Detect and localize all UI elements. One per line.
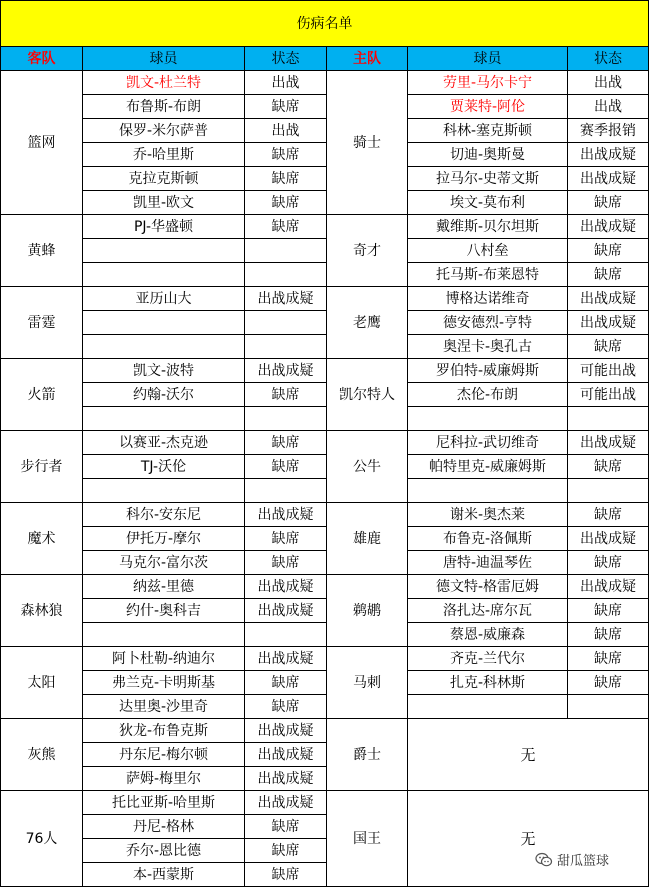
away-player-name: 纳兹-里德: [83, 575, 245, 599]
game-row: [1, 359, 649, 383]
home-player-name: 谢米-奥杰莱: [408, 503, 568, 527]
home-player-name: 切迪-奥斯曼: [408, 143, 568, 167]
away-player-status: 出战成疑: [245, 791, 327, 815]
home-player-name: 博格达诺维奇: [408, 287, 568, 311]
home-player-status: 可能出战: [568, 359, 649, 383]
away-team-name: 魔术: [1, 503, 83, 575]
game-row: [1, 407, 649, 431]
away-player-name: 凯文-波特: [83, 359, 245, 383]
away-player-status: 出战成疑: [245, 647, 327, 671]
home-player-status: 缺席: [568, 599, 649, 623]
home-player-status: [568, 407, 649, 431]
home-status-header: 状态: [568, 47, 649, 71]
away-team-name: 雷霆: [1, 287, 83, 359]
home-player-status: 赛季报销: [568, 119, 649, 143]
home-player-status: 出战: [568, 71, 649, 95]
away-player-status: 出战成疑: [245, 575, 327, 599]
away-player-name: 阿卜杜勒-纳迪尔: [83, 647, 245, 671]
away-player-status: [245, 263, 327, 287]
away-player-name: [83, 239, 245, 263]
away-player-name: 凯文-杜兰特: [83, 71, 245, 95]
away-player-status: 出战成疑: [245, 599, 327, 623]
home-player-name: [408, 479, 568, 503]
away-player-status: 缺席: [245, 95, 327, 119]
home-player-status: 缺席: [568, 671, 649, 695]
away-player-name: [83, 407, 245, 431]
away-player-name: 丹尼-格林: [83, 815, 245, 839]
home-player-status: 缺席: [568, 455, 649, 479]
away-player-name: 乔尔-恩比德: [83, 839, 245, 863]
home-player-name: 蔡恩-威廉森: [408, 623, 568, 647]
game-row: [1, 191, 649, 215]
game-row: [1, 95, 649, 119]
home-player-name: 戴维斯-贝尔坦斯: [408, 215, 568, 239]
home-player-name: 扎克-科林斯: [408, 671, 568, 695]
away-player-status: 出战成疑: [245, 503, 327, 527]
away-player-name: 凯里-欧文: [83, 191, 245, 215]
home-player-status: 出战成疑: [568, 167, 649, 191]
away-player-status: 出战成疑: [245, 767, 327, 791]
away-team-name: 步行者: [1, 431, 83, 503]
home-player-status: 可能出战: [568, 383, 649, 407]
away-player-name: 克拉克斯顿: [83, 167, 245, 191]
away-player-status: 缺席: [245, 383, 327, 407]
home-player-status: 出战成疑: [568, 215, 649, 239]
away-player-status: 缺席: [245, 431, 327, 455]
game-row: [1, 527, 649, 551]
away-player-name: 科尔-安东尼: [83, 503, 245, 527]
away-team-name: 黄蜂: [1, 215, 83, 287]
home-team-name: 老鹰: [327, 287, 408, 359]
game-row: [1, 599, 649, 623]
away-player-status: 出战成疑: [245, 359, 327, 383]
home-player-name: 科林-塞克斯顿: [408, 119, 568, 143]
away-player-name: 以赛亚-杰克逊: [83, 431, 245, 455]
away-player-name: [83, 311, 245, 335]
away-player-status: 缺席: [245, 551, 327, 575]
home-player-status: 缺席: [568, 551, 649, 575]
away-player-status: 缺席: [245, 863, 327, 887]
home-player-name: 齐克-兰代尔: [408, 647, 568, 671]
home-player-name: 罗伯特-威廉姆斯: [408, 359, 568, 383]
away-player-status: [245, 623, 327, 647]
wechat-icon: [535, 852, 553, 868]
away-player-name: 保罗-米尔萨普: [83, 119, 245, 143]
away-player-name: 丹东尼-梅尔顿: [83, 743, 245, 767]
away-player-name: PJ-华盛顿: [83, 215, 245, 239]
game-row: [1, 119, 649, 143]
game-row: [1, 239, 649, 263]
home-player-status: 缺席: [568, 647, 649, 671]
home-player-status: 出战成疑: [568, 287, 649, 311]
away-player-name: 本-西蒙斯: [83, 863, 245, 887]
game-row: [1, 287, 649, 311]
game-row: [1, 311, 649, 335]
game-row: [1, 215, 649, 239]
home-player-status: 缺席: [568, 263, 649, 287]
home-player-status: 缺席: [568, 191, 649, 215]
away-player-name: [83, 479, 245, 503]
away-player-status: [245, 311, 327, 335]
home-team-name: 国王: [327, 791, 408, 887]
home-team-name: 公牛: [327, 431, 408, 503]
sheet-title: 伤病名单: [1, 1, 649, 47]
game-row: [1, 143, 649, 167]
away-team-name: 太阳: [1, 647, 83, 719]
home-player-status: 缺席: [568, 503, 649, 527]
away-player-name: 弗兰克-卡明斯基: [83, 671, 245, 695]
away-player-name: 约翰-沃尔: [83, 383, 245, 407]
away-player-status: 出战成疑: [245, 719, 327, 743]
game-row: [1, 575, 649, 599]
away-player-status: 出战: [245, 71, 327, 95]
away-player-name: 萨姆-梅里尔: [83, 767, 245, 791]
away-player-status: 缺席: [245, 815, 327, 839]
home-no-injuries: 无: [408, 791, 649, 887]
away-player-name: 亚历山大: [83, 287, 245, 311]
away-player-name: 乔-哈里斯: [83, 143, 245, 167]
away-team-name: 篮网: [1, 71, 83, 215]
home-player-name: [408, 407, 568, 431]
home-player-status: 缺席: [568, 335, 649, 359]
home-player-status: [568, 479, 649, 503]
away-player-name: TJ-沃伦: [83, 455, 245, 479]
home-player-status: 出战成疑: [568, 527, 649, 551]
home-player-name: 托马斯-布莱恩特: [408, 263, 568, 287]
away-player-status: 缺席: [245, 215, 327, 239]
game-row: [1, 383, 649, 407]
game-row: [1, 431, 649, 455]
home-team-name: 马刺: [327, 647, 408, 719]
away-player-status: [245, 335, 327, 359]
home-team-name: 骑士: [327, 71, 408, 215]
home-player-status: 出战成疑: [568, 575, 649, 599]
home-player-header: 球员: [408, 47, 568, 71]
home-player-name: 八村垒: [408, 239, 568, 263]
game-row: [1, 791, 649, 815]
home-team-name: 奇才: [327, 215, 408, 287]
home-player-status: 缺席: [568, 623, 649, 647]
away-player-header: 球员: [83, 47, 245, 71]
home-player-name: 杰伦-布朗: [408, 383, 568, 407]
away-player-status: 出战成疑: [245, 287, 327, 311]
away-team-header: 客队: [1, 47, 83, 71]
game-row: [1, 503, 649, 527]
away-player-name: 达里奥-沙里奇: [83, 695, 245, 719]
home-player-name: 唐特-迪温琴佐: [408, 551, 568, 575]
away-player-name: 马克尔-富尔茨: [83, 551, 245, 575]
home-player-name: [408, 695, 568, 719]
home-player-name: 拉马尔-史蒂文斯: [408, 167, 568, 191]
home-player-name: 洛扎达-席尔瓦: [408, 599, 568, 623]
home-player-status: 出战成疑: [568, 431, 649, 455]
away-player-status: 缺席: [245, 695, 327, 719]
away-player-status: [245, 407, 327, 431]
home-player-name: 劳里-马尔卡宁: [408, 71, 568, 95]
away-player-status: 缺席: [245, 143, 327, 167]
away-player-status: 出战: [245, 119, 327, 143]
game-row: [1, 671, 649, 695]
away-player-name: 布鲁斯-布朗: [83, 95, 245, 119]
home-player-status: 缺席: [568, 239, 649, 263]
home-team-name: 凯尔特人: [327, 359, 408, 431]
home-player-status: 出战成疑: [568, 311, 649, 335]
away-player-name: [83, 335, 245, 359]
game-row: [1, 623, 649, 647]
home-player-status: [568, 695, 649, 719]
game-row: [1, 263, 649, 287]
away-player-status: 缺席: [245, 527, 327, 551]
home-player-name: 布鲁克-洛佩斯: [408, 527, 568, 551]
home-player-status: 出战成疑: [568, 143, 649, 167]
away-player-name: 伊托万-摩尔: [83, 527, 245, 551]
watermark-text: 甜瓜篮球: [557, 854, 610, 869]
home-player-name: 帕特里克-威廉姆斯: [408, 455, 568, 479]
game-row: [1, 71, 649, 95]
home-team-header: 主队: [327, 47, 408, 71]
away-player-status: [245, 479, 327, 503]
home-player-name: 奥涅卡-奥孔古: [408, 335, 568, 359]
game-row: [1, 455, 649, 479]
game-row: [1, 647, 649, 671]
game-row: [1, 167, 649, 191]
home-player-status: 出战: [568, 95, 649, 119]
away-player-name: 约什-奥科吉: [83, 599, 245, 623]
away-player-name: [83, 623, 245, 647]
home-team-name: 鹈鹕: [327, 575, 408, 647]
game-row: [1, 335, 649, 359]
away-player-status: [245, 239, 327, 263]
away-player-status: 缺席: [245, 191, 327, 215]
home-team-name: 雄鹿: [327, 503, 408, 575]
home-player-name: 德安德烈-亨特: [408, 311, 568, 335]
away-player-status: 缺席: [245, 167, 327, 191]
home-team-name: 爵士: [327, 719, 408, 791]
away-team-name: 76人: [1, 791, 83, 887]
game-row: [1, 479, 649, 503]
home-no-injuries: 无: [408, 719, 649, 791]
away-team-name: 灰熊: [1, 719, 83, 791]
away-player-name: 托比亚斯-哈里斯: [83, 791, 245, 815]
watermark: [532, 849, 612, 870]
away-team-name: 火箭: [1, 359, 83, 431]
away-player-status: 缺席: [245, 455, 327, 479]
away-player-status: 出战成疑: [245, 743, 327, 767]
header-row: [1, 47, 649, 71]
away-status-header: 状态: [245, 47, 327, 71]
home-player-name: 埃文-莫布利: [408, 191, 568, 215]
away-player-status: 缺席: [245, 671, 327, 695]
away-player-name: [83, 263, 245, 287]
away-team-name: 森林狼: [1, 575, 83, 647]
away-player-name: 狄龙-布鲁克斯: [83, 719, 245, 743]
game-row: [1, 551, 649, 575]
home-player-name: 尼科拉-武切维奇: [408, 431, 568, 455]
home-player-name: 贾莱特-阿伦: [408, 95, 568, 119]
away-player-status: 缺席: [245, 839, 327, 863]
game-row: [1, 719, 649, 743]
game-row: [1, 695, 649, 719]
home-player-name: 德文特-格雷厄姆: [408, 575, 568, 599]
